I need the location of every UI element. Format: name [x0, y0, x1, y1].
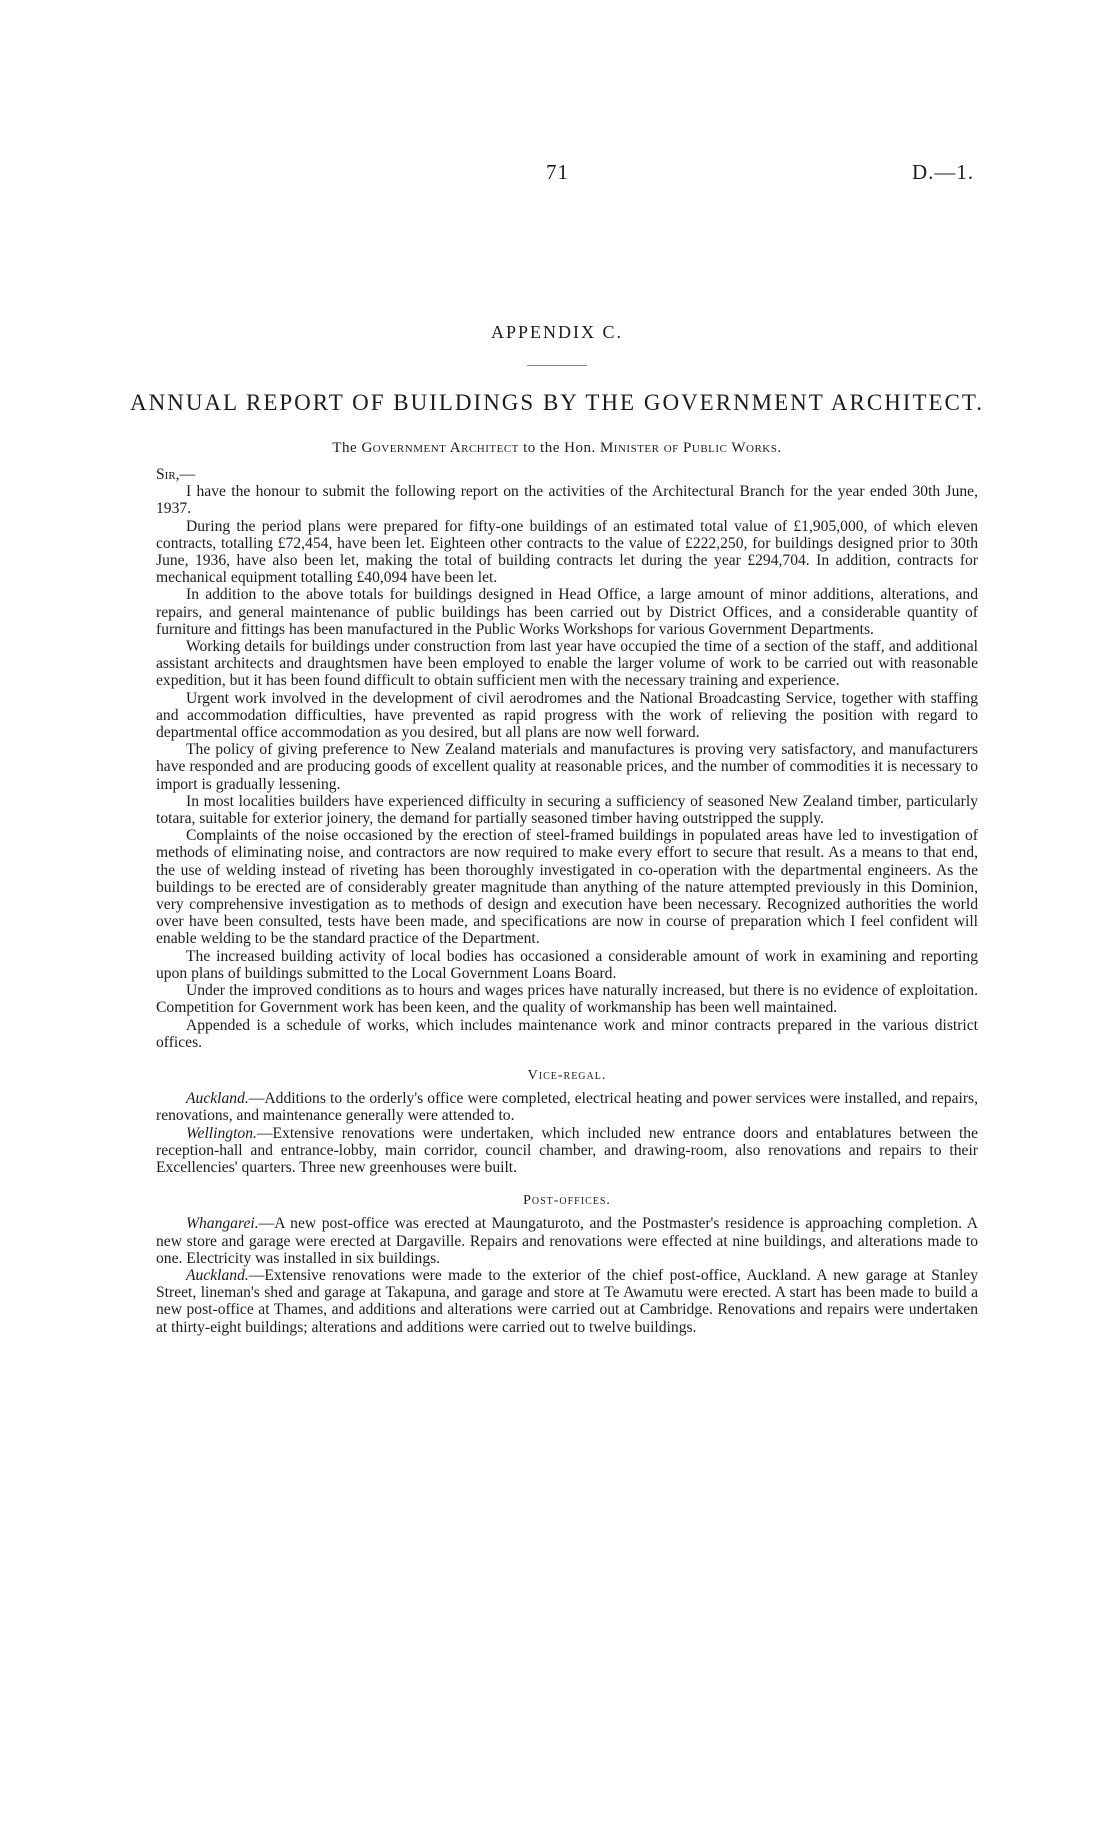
entry-text: —A new post-office was erected at Maungaturoto, and the Postmaster's residence is approaching completion. A new store and garage were erected at Dargaville. Repairs and renovations were effected at nine buildings, and alterations made to one. Electricity was installed in six buildings.	[156, 1215, 978, 1267]
report-title: ANNUAL REPORT OF BUILDINGS BY THE GOVERNMENT ARCHITECT.	[129, 390, 984, 415]
salutation: Sir,—	[156, 466, 196, 483]
heading-divider	[527, 365, 587, 366]
section-entry	[156, 1125, 978, 1177]
paragraph: Under the improved conditions as to hours and wages prices have naturally increased, but there is no evidence of exploitation. Competition for Government work has been keen, and the quality of workmanship has been well maintained.	[156, 982, 978, 1017]
section-entry	[156, 1090, 978, 1124]
section-heading-post-offices: Post-offices.	[523, 1193, 611, 1209]
page-number: 71	[546, 160, 569, 184]
entry-place: Auckland.	[186, 1266, 249, 1284]
addressee-from: Government Architect	[361, 440, 519, 456]
entry-place: Auckland.	[186, 1090, 249, 1108]
addressee-middle: to the Hon.	[523, 440, 596, 456]
entry-text: —Additions to the orderly's office were completed, electrical heating and power services were installed, and repairs, renovations, and maintenance generally were attended to.	[156, 1090, 978, 1125]
entry-place: Whangarei.	[186, 1215, 259, 1233]
entry-place: Wellington.	[186, 1124, 257, 1142]
section-heading-vice-regal: Vice-regal.	[527, 1067, 607, 1083]
paragraph: Urgent work involved in the development of civil aerodromes and the National Broadcasting Service, together with staffing and accommodation difficulties, have prevented as rapid progress with the work of relieving the position with regard to departmental office accommodation as you desired, but all plans are now well forward.	[156, 689, 978, 742]
paragraph: In addition to the above totals for buildings designed in Head Office, a large amount of minor additions, alterations, and repairs, and general maintenance of public buildings has been carried out by District Offices, and a considerable quantity of furniture and fittings has been manufactured in the Public Works Workshops for various Government Departments.	[156, 586, 978, 638]
entry-text: —Extensive renovations were made to the exterior of the chief post-office, Auckland. A new garage at Stanley Street, lineman's shed and garage at Takapuna, and garage and store at Te Awamutu were erected. A start has been made to build a new post-office at Thames, and additions and alterations were carried out at Cambridge. Renovations and repairs were undertaken at thirty-eight buildings; alterations and additions were carried out to twelve buildings.	[156, 1266, 978, 1336]
paragraph: Appended is a schedule of works, which includes maintenance work and minor contracts prepared in the various district offices.	[156, 1016, 978, 1051]
appendix-heading: APPENDIX C.	[490, 322, 623, 342]
paragraph: The increased building activity of local bodies has occasioned a considerable amount of work in examining and reporting upon plans of buildings submitted to the Local Government Loans Board.	[156, 947, 978, 982]
document-code: D.—1.	[912, 160, 975, 184]
paragraph: Working details for buildings under construction from last year have occupied the time of a section of the staff, and additional assistant architects and draughtsmen have been employed to enable the larger volume of work to be carried out with reasonable expedition, but it has been found difficult to obtain sufficient men with the necessary training and experience.	[156, 638, 978, 690]
report-body	[156, 466, 978, 1336]
section-entry	[156, 1267, 978, 1336]
addressee-to: Minister of Public Works.	[599, 440, 782, 456]
section-entry	[156, 1215, 978, 1267]
paragraph: In most localities builders have experienced difficulty in securing a sufficiency of seasoned New Zealand timber, particularly totara, suitable for exterior joinery, the demand for partially seasoned timber having outstripped the supply.	[156, 792, 978, 828]
paragraph: The policy of giving preference to New Zealand materials and manufactures is proving very satisfactory, and manufacturers have responded and are producing goods of excellent quality at reasonable prices, and the number of commodities it is necessary to import is gradually lessening.	[156, 741, 978, 793]
addressee-prefix: The	[332, 440, 358, 456]
paragraph: During the period plans were prepared for fifty-one buildings of an estimated total value of £1,905,000, of which eleven contracts, totalling £72,454, have been let. Eighteen other contracts to the value of £222,250, for buildings designed prior to 30th June, 1936, have also been let, making the total of building contracts let during the year £294,704. In addition, contracts for mechanical equipment totalling £40,094 have been let.	[156, 517, 978, 587]
entry-text: —Extensive renovations were undertaken, which included new entrance doors and entablatures between the reception-hall and entrance-lobby, main corridor, council chamber, and drawing-room, also renovations and repairs to their Excellencies' quarters. Three new greenhouses were built.	[156, 1124, 978, 1176]
paragraph: Complaints of the noise occasioned by the erection of steel-framed buildings in populated areas have led to investigation of methods of eliminating noise, and contractors are now required to make every effort to secure that result. As a means to that end, the use of welding instead of riveting has been thoroughly investigated in co-operation with the departmental engineers. As the buildings to be erected are of considerably greater magnitude than anything of the nature attempted previously in this Dominion, very comprehensive investigation as to methods of design and execution have been necessary. Recognized authorities the world over have been consulted, tests have been made, and specifications are now in course of preparation which I feel confident will enable welding to be the standard practice of the Department.	[156, 827, 978, 948]
addressee-line	[0, 440, 1114, 457]
paragraph: I have the honour to submit the following report on the activities of the Architectural Branch for the year ended 30th June, 1937.	[156, 483, 978, 518]
